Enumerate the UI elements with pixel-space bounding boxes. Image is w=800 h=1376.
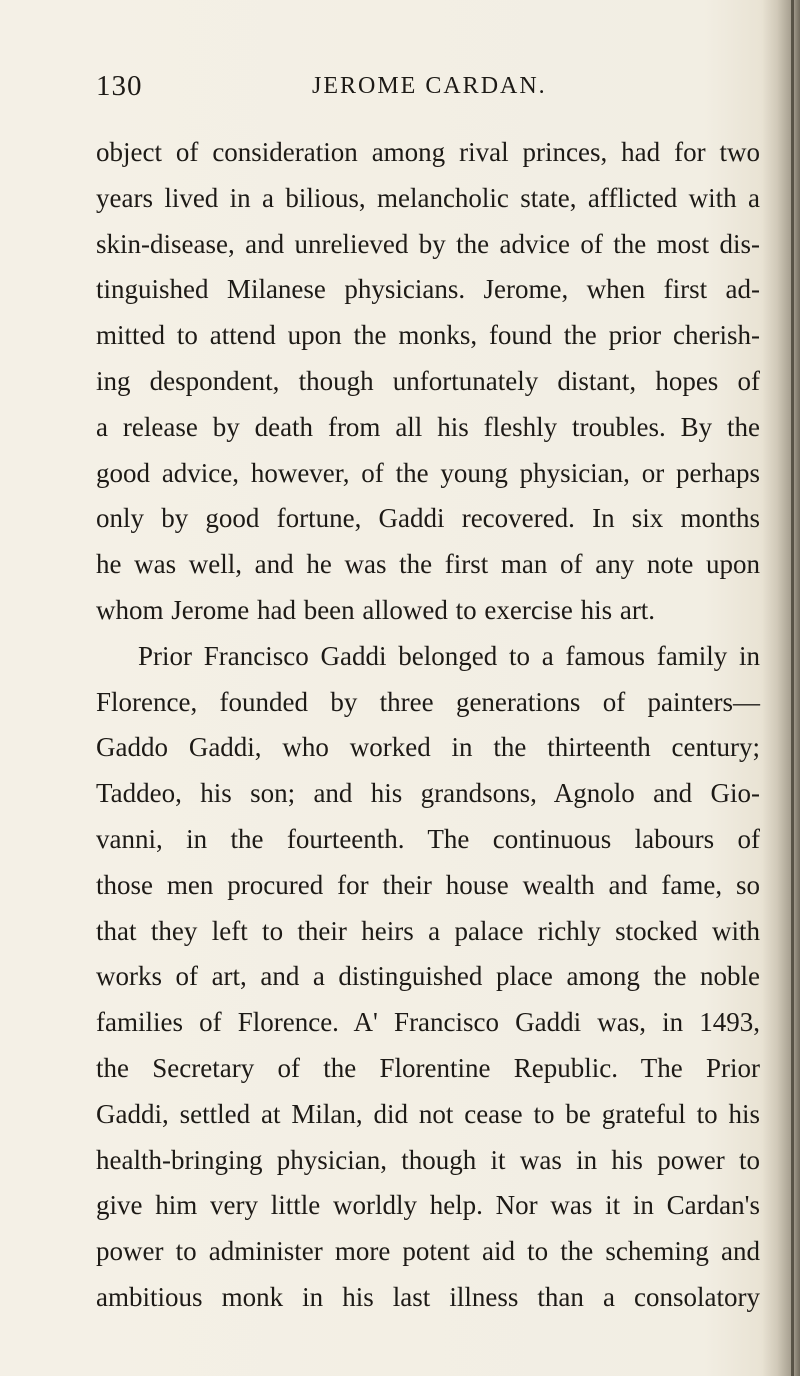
running-head <box>96 70 760 110</box>
text-line: tinguished Milanese physicians. Jerome, when first ad- <box>96 274 760 305</box>
text-line: Taddeo, his son; and his grandsons, Agnolo and Gio- <box>96 778 760 809</box>
paragraph-last-line: whom Jerome had been allowed to exercise his art. <box>96 594 656 625</box>
page-number: 130 <box>96 70 143 102</box>
text-line: object of consideration among rival princes, had for two <box>96 137 760 167</box>
text-line: vanni, in the fourteenth. The continuous labours of <box>96 823 760 854</box>
text-line: those men procured for their house wealth and fame, so <box>96 869 760 900</box>
text-line: power to administer more potent aid to the scheming and <box>96 1236 760 1267</box>
text-line: good advice, however, of the young physician, or perhaps <box>96 457 760 488</box>
paragraph-first-line: Prior Francisco Gaddi belonged to a famous family in <box>138 640 760 671</box>
running-title: JEROME CARDAN. <box>312 73 547 99</box>
text-line: Gaddi, settled at Milan, did not cease to be grateful to his <box>96 1098 760 1129</box>
text-line: ambitious monk in his last illness than a consolatory <box>96 1281 760 1312</box>
text-line: mitted to attend upon the monks, found the prior cherish- <box>96 320 760 351</box>
text-line: only by good fortune, Gaddi recovered. In six months <box>96 503 760 534</box>
page-gutter-edge <box>791 0 794 1376</box>
text-line: years lived in a bilious, melancholic state, afflicted with a <box>96 182 760 213</box>
text-line: Florence, founded by three generations of painters— <box>96 686 760 717</box>
text-line: health-bringing physician, though it was in his power to <box>96 1144 760 1175</box>
text-line: Gaddo Gaddi, who worked in the thirteenth century; <box>96 732 760 763</box>
text-line: the Secretary of the Florentine Republic. The Prior <box>96 1052 760 1083</box>
text-line: works of art, and a distinguished place among the noble <box>96 961 760 992</box>
text-line: he was well, and he was the first man of any note upon <box>96 549 760 580</box>
body-text <box>96 130 760 1321</box>
text-line: ing despondent, though unfortunately distant, hopes of <box>96 365 760 396</box>
text-line: that they left to their heirs a palace richly stocked with <box>96 915 760 946</box>
text-line: skin-disease, and unrelieved by the advice of the most dis- <box>96 228 760 259</box>
text-line: give him very little worldly help. Nor was it in Cardan's <box>96 1190 760 1221</box>
text-line: families of Florence. A' Francisco Gaddi was, in 1493, <box>96 1007 760 1038</box>
page-gutter-shadow <box>762 0 800 1376</box>
text-line: a release by death from all his fleshly troubles. By the <box>96 411 760 442</box>
